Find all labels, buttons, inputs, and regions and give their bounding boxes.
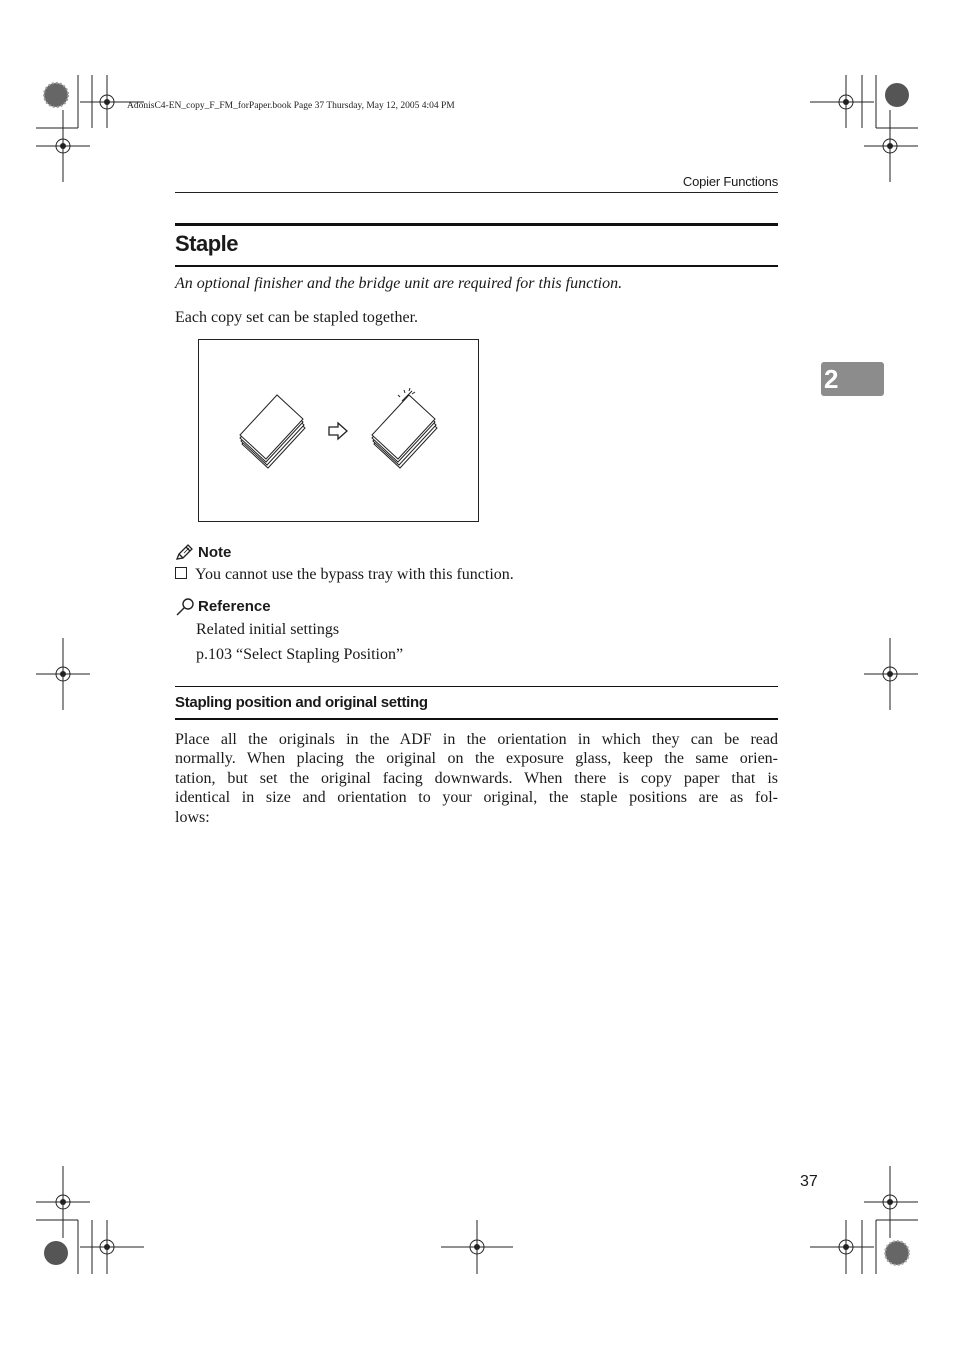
requirement-note: An optional finisher and the bridge unit are required for this function. — [175, 275, 623, 292]
intro-text: Each copy set can be stapled together. — [175, 309, 419, 326]
reference-heading — [175, 597, 271, 616]
body-line: identical in size and orientation to your original, the staple positions are as fol- — [175, 789, 778, 807]
note-item — [175, 566, 514, 584]
note-heading — [175, 543, 231, 561]
body-line: lows: — [175, 808, 210, 826]
subsection-rule-top — [175, 686, 778, 687]
body-paragraph — [175, 730, 778, 827]
title-rule-top — [175, 223, 778, 226]
reference-link[interactable]: p.103 “Select Stapling Position” — [196, 646, 404, 663]
body-line: normally. When placing the original on the exposure glass, keep the same orien- — [175, 750, 778, 768]
pencil-icon — [175, 543, 195, 561]
subsection-rule-bottom — [175, 718, 778, 720]
arrow-right-icon — [329, 423, 347, 439]
running-head: Copier Functions — [682, 174, 778, 189]
magnifier-icon — [175, 597, 196, 616]
body-line: tation, but set the original facing downwards. When there is copy paper that is — [175, 769, 778, 787]
section-title: Staple — [175, 231, 239, 256]
title-rule-bottom — [175, 265, 778, 267]
paper-stack-unstapled — [240, 395, 305, 468]
header-rule — [175, 192, 778, 193]
book-info: AdonisC4-EN_copy_F_FM_forPaper.book Page 37 Thursday, May 12, 2005 4:04 PM — [127, 101, 455, 111]
checkbox-icon — [175, 567, 187, 579]
staple-illustration — [198, 339, 479, 522]
subsection-title: Stapling position and original setting — [175, 694, 428, 711]
note-heading-label: Note — [198, 543, 232, 561]
reference-line: Related initial settings — [196, 621, 340, 638]
body-line: Place all the originals in the ADF in the orientation in which they can be read — [175, 731, 778, 748]
note-item-text: You cannot use the bypass tray with this function. — [195, 566, 514, 583]
paper-stack-stapled — [372, 395, 437, 468]
chapter-number: 2 — [824, 364, 839, 394]
reference-heading-label: Reference — [198, 598, 271, 615]
page-number: 37 — [800, 1173, 818, 1190]
